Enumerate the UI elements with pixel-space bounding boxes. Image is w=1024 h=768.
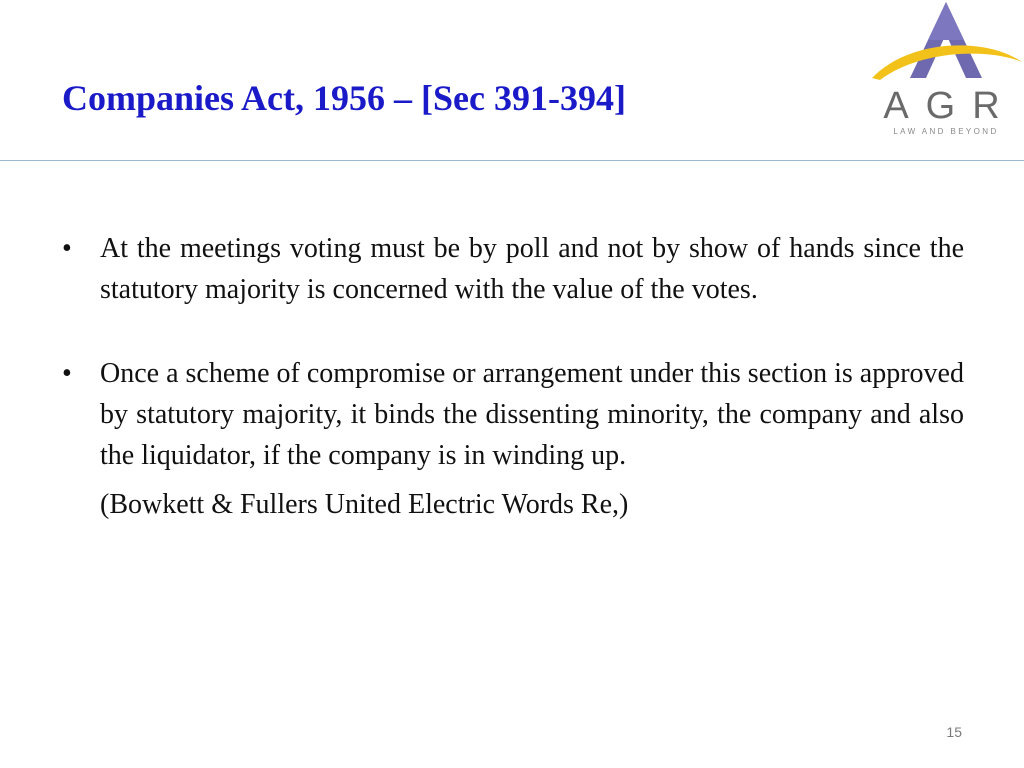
bullet-marker: •: [62, 358, 72, 389]
logo-tagline: LAW AND BEYOND: [893, 127, 999, 136]
case-citation: (Bowkett & Fullers United Electric Words Re,): [100, 489, 629, 520]
page-number: 15: [946, 724, 962, 740]
slide-body: [60, 228, 964, 553]
title-divider: [0, 160, 1024, 161]
bullet-item: [60, 353, 964, 476]
bullet-text: At the meetings voting must be by poll and not by show of hands since the statutory majority is concerned with the value of the votes.: [100, 233, 964, 305]
slide-title: Companies Act, 1956 – [Sec 391-394]: [62, 78, 626, 118]
bullet-marker: •: [62, 233, 72, 264]
bullet-item: [60, 228, 964, 310]
agr-logo: [868, 0, 1024, 140]
logo-letters: AGR: [883, 85, 1017, 127]
bullet-text: Once a scheme of compromise or arrangement under this section is approved by statutory majority, it binds the dissenting minority, the company and also the liquidator, if the company is in winding up.: [100, 358, 964, 471]
